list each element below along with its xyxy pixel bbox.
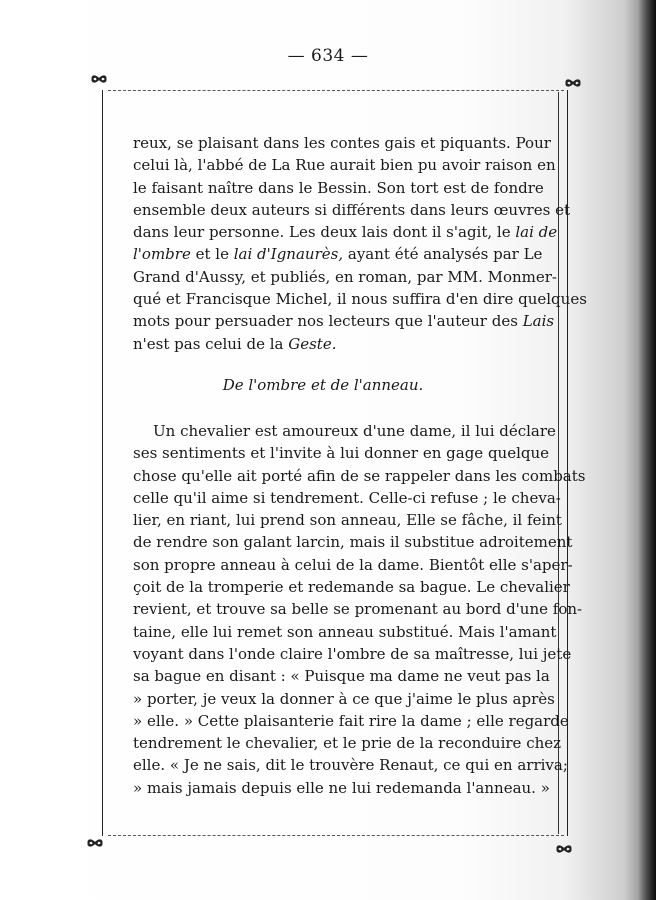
- paragraph-intro: [133, 132, 587, 355]
- text-line: reux, se plaisant dans les contes gais et piquants. Pour: [133, 134, 551, 152]
- text-line: le faisant naître dans le Bessin. Son tort est de fondre: [133, 178, 544, 197]
- text-line: lier, en riant, lui prend son anneau, Elle se fâche, il feint: [133, 511, 562, 530]
- text-line: sa bague en disant : « Puisque ma dame ne veut pas la: [133, 667, 550, 686]
- text-line: chose qu'elle ait porté afin de se rappeler dans les combats: [133, 466, 586, 485]
- text-line: Un chevalier est amoureux d'une dame, il lui déclare: [153, 422, 556, 440]
- text-line: son propre anneau à celui de la dame. Bientôt elle s'aper-: [133, 555, 573, 574]
- text-line: [133, 310, 555, 332]
- corner-ornament-icon: [84, 832, 106, 854]
- text-line: taine, elle lui remet son anneau substitué. Mais l'amant: [133, 622, 557, 641]
- text-line: » porter, je veux la donner à ce que j'aime le plus après: [133, 689, 555, 708]
- text-line: celui là, l'abbé de La Rue aurait bien pu avoir raison en: [133, 156, 556, 175]
- text-line: çoit de la tromperie et redemande sa bague. Le chevalier: [133, 578, 570, 597]
- text-segment: ayant été analysés par Le: [347, 245, 543, 264]
- text-line: [133, 243, 543, 265]
- text-line: Grand d'Aussy, et publiés, en roman, par MM. Monmer-: [133, 267, 557, 286]
- text-line: [133, 333, 513, 355]
- text-line: celle qu'il aime si tendrement. Celle-ci refuse ; le cheva-: [133, 488, 561, 507]
- text-line: » elle. » Cette plaisanterie fait rire la dame ; elle regarde: [133, 711, 569, 730]
- text-line: revient, et trouve sa belle se promenant au bord d'une fon-: [133, 600, 583, 619]
- corner-ornament-icon: [88, 68, 110, 90]
- text-line: tendrement le chevalier, et le prie de la reconduire chez: [133, 734, 562, 753]
- text-line: elle. « Je ne sais, dit le trouvère Renaut, ce qui en arriva;: [133, 756, 568, 775]
- text-line: de rendre son galant larcin, mais il substitue adroitement: [133, 533, 573, 552]
- text-line: ses sentiments et l'invite à lui donner en gage quelque: [133, 444, 550, 463]
- text-line: » mais jamais depuis elle ne lui redemanda l'anneau. »: [133, 778, 550, 797]
- page-edge-shadow: [638, 0, 656, 900]
- italic-title: lai d'Ignaurès,: [233, 245, 344, 264]
- section-heading: De l'ombre et de l'anneau.: [222, 376, 424, 394]
- text-segment: n'est pas celui de la: [133, 334, 284, 353]
- italic-title: Lais: [522, 312, 555, 331]
- italic-title: lai de: [515, 223, 558, 242]
- text-segment: mots pour persuader nos lecteurs que l'auteur des: [133, 312, 518, 331]
- text-line: qué et Francisque Michel, il nous suffira d'en dire quelques: [133, 290, 587, 309]
- corner-ornament-icon: [562, 72, 584, 94]
- page-number: — 634 —: [287, 46, 369, 66]
- text-segment: et le: [195, 245, 229, 264]
- paragraph-story: [133, 420, 586, 799]
- text-segment: dans leur personne. Les deux lais dont il s'agit, le: [133, 223, 511, 242]
- italic-title: Geste.: [288, 334, 337, 353]
- text-line: voyant dans l'onde claire l'ombre de sa maîtresse, lui jete: [133, 644, 572, 663]
- corner-ornament-icon: [553, 838, 575, 860]
- frame-top-rule: [108, 90, 564, 91]
- text-line: [133, 221, 558, 243]
- frame-bottom-rule: [108, 835, 564, 836]
- italic-title: l'ombre: [133, 245, 191, 264]
- text-line: ensemble deux auteurs si différents dans leurs œuvres et: [133, 200, 570, 219]
